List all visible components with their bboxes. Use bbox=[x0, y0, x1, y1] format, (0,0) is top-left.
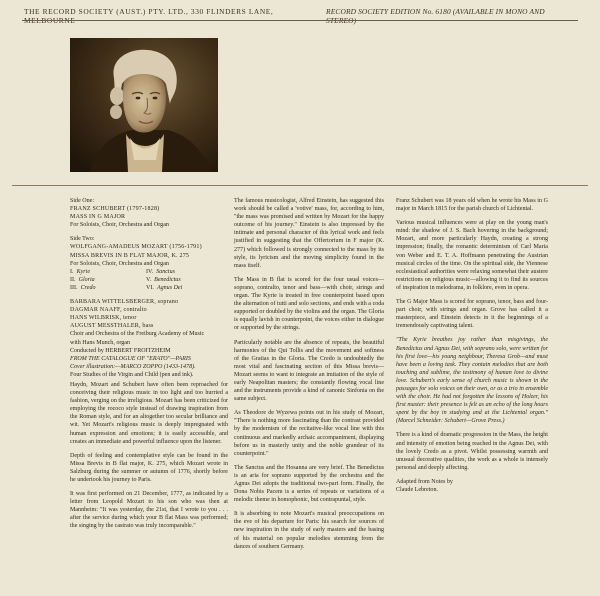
cover-credit-detail: Four Studies of the Virgin and Child (pen and ink). bbox=[70, 371, 194, 378]
section-divider bbox=[12, 185, 588, 186]
side-one-label: Side One: bbox=[70, 198, 95, 204]
performers-block bbox=[70, 298, 228, 379]
column-2 bbox=[234, 197, 384, 557]
side-two-label: Side Two: bbox=[70, 236, 95, 243]
body-paragraph: The Mass in B flat is scored for the four usual voices—soprano, contralto, tenor and bass—with choir, strings and organ. The Kyrie is treated in free counterpoint based upon the alternation of tutti and solo sections, and ends with a coda supported or doubled by the violins and the organ. The Gloria is equally lavish in counterpoint, the voices either in dialogue or supported by the strings. bbox=[234, 276, 384, 332]
body-paragraph: The G Major Mass is scored for soprano, tenor, bass and four-part choir, with strings and organ. Grove has called it a masterpiece, and Einstein detects in it the beginnings of a tremendously captivating talent. bbox=[396, 299, 548, 330]
side-two-work: MISSA BREVIS IN B FLAT MAJOR, K. 275 bbox=[70, 252, 190, 259]
header-strip bbox=[24, 7, 576, 25]
body-paragraph: Haydn, Mozart and Schubert have often been reproached for conceiving their religious music in too light and too hurried a fashion, verging on the irreligious. Mozart has been criticized for employing the rococo style instead of drawing inspiration from the Roman style, and for an altogether too secular brilliance and wit. Yet Mozart's religious music is deeply impregnated with human expression and emotions; it is easily accessible, and creates an immediate and powerful influence upon the listener. bbox=[70, 381, 228, 445]
body-paragraph: Various musical influences were at play on the young man's mind: the shadow of J. S. Bach hovering in the background; Mozart, and more particularly Haydn, creating a strong impression; finally, the romantic determinism of Carl Maria von Weber and E. T. A. Hoffmann penetrating the Austrian musical circles of the time. On the spiritual side, the Viennese ecclesiastical authorities were relaxing somewhat their austere restrictions on religious music—allowing it to find its sources of inspiration in melodrama, in folklore, even in opera. bbox=[396, 220, 548, 291]
performer-line: HANS WILBRISK, tenor bbox=[70, 315, 137, 322]
side-two-scoring: For Soloists, Choir, Orchestra and Organ bbox=[70, 260, 169, 267]
notes-credit-author: Claude Lebreton. bbox=[396, 487, 438, 493]
performer-line: DAGMAR NAAFF, contralto bbox=[70, 307, 147, 314]
body-paragraph: Particularly notable are the absence of repeats, the beautiful harmonies of the Qui Tollis and the movement and softness of the Gratias in the Gloria. The Credo is undoubtedly the most vital and fascinating section of this Missa brevis—Mozart seems to want to integrate an imitation of the style of early Neapolitan masters; the constantly flowing vocal line and the instruments provide a kind of canonic Sinfonia on the same subject. bbox=[234, 339, 384, 403]
side-two-block bbox=[70, 235, 228, 292]
body-paragraph: Depth of feeling and contemplative style can be found in the Missa Brevis in B flat major, K. 275, which Mozart wrote in Salzburg during the summer or autumn of 1776, shortly before he undertook his journey to Paris. bbox=[70, 452, 228, 483]
catalogue-credit: FROM THE CATALOGUE OF "ERATO"—PARIS bbox=[70, 355, 191, 362]
notes-credit-line: Adapted from Notes by bbox=[396, 478, 453, 485]
notes-credit bbox=[396, 478, 548, 494]
body-paragraph: The famous musicologist, Alfred Einstein, has suggested this work should be called a 'votive' mass, for, according to him, "the mass was promised and written by Mozart for the happy outcome of his journey." Einstein is also impressed by the intimate and personal character of this lyrical work and feels justified in suggesting that the Offertorium in F major (K. 277) which followed is strongly connected to the mass by its style, its lyricism and the moving simplicity found in the mass itself. bbox=[234, 198, 384, 269]
performer-line: Choir and Orchestra of the Freiburg Academy of Music bbox=[70, 331, 205, 338]
body-paragraph: There is a kind of dramatic progression in the Mass, the height and intensity of emotion being reached in the Agnus Dei, with the lovely Credo as a pivot. Whilst possessing warmth and unusual decorative qualities, the work as a whole is intensely personal and deeply affecting. bbox=[396, 432, 548, 471]
movement-item: IV. Sanctus bbox=[146, 268, 175, 275]
portrait-image bbox=[70, 38, 218, 172]
side-two-composer: WOLFGANG-AMADEUS MOZART (1756-1791) bbox=[70, 244, 202, 251]
header-divider bbox=[22, 20, 578, 21]
body-paragraph: As Theodore de Wyzewa points out in his study of Mozart, "There is nothing more fascinating than the contrast provided by the modernism of the recitative-like vocal line with this continuous and markedly archaic accompaniment, displaying before us in masterly unity and the noble grandeur of its counterpoint." bbox=[234, 410, 384, 457]
edition-number: RECORD SOCIETY EDITION No. 6180 (AVAILABLE IN MONO AND bbox=[326, 7, 545, 16]
column-3 bbox=[396, 197, 548, 500]
column-1 bbox=[70, 197, 228, 537]
side-one-block bbox=[70, 197, 228, 229]
side-one-scoring: For Soloists, Choir, Orchestra and Organ bbox=[70, 222, 169, 229]
performer-line: BARBARA WITTELSBERGER, soprano bbox=[70, 299, 179, 306]
body-paragraph: The Sanctus and the Hosanna are very brief. The Benedictus is an aria for soprano supported by the orchestra and the Agnus Dei adopts the traditional two-part form. Finally, the Dona Nobis Pacem is a series of repeats or variations of a melodic theme in homophonic, but contrapuntal, style. bbox=[234, 464, 384, 504]
movement-list bbox=[70, 268, 228, 292]
body-paragraph: Franz Schubert was 18 years old when he wrote his Mass in G major in March 1815 for the parish church of Lichtental. bbox=[396, 198, 548, 213]
body-paragraph: It is absorbing to note Mozart's musical preoccupations on the eve of his departure for Paris: his search for sources of new inspiration in the study of early masters and the basing of his material on popular melodies stemming from the dances of southern Germany. bbox=[234, 511, 384, 550]
quotation-paragraph: "The Kyrie breathes joy rather than misgivings, the Benedictus and Agnus Dei, with soprano solo, were written for his first love—his young neighbour, Theresa Grob—and must have been a loving task. They contain melodies that are both touching and sublime, the testimony of human love to divine love. Schubert's early sense of church music is shown in the passages for solo voices on their own, or as a trio in ensemble with the choir. He had not forgotten the lessons of Holzer, his first master: their presence is felt as an echo of the long hours spent by the boy in studying and at the Lichtental organ." (Marcel Schneider: Schubert—Grove Press.) bbox=[396, 337, 549, 425]
body-paragraph: It was first performed on 21 December, 1777, as indicated by a letter from Leopold Mozart to his son who was then at Mannheim: "It was yesterday, the 21st, that I wrote to you . . . after the service during which your B flat Mass was performed; the singing by the castrato was truly incomparable." bbox=[70, 491, 228, 530]
movement-item: III. Credo bbox=[70, 284, 96, 291]
performer-line: AUGUST MESSTHALER, bass bbox=[70, 323, 154, 330]
movement-item: II. Gloria bbox=[70, 276, 95, 283]
performer-line: Conducted by HERBERT FROITZHEIM bbox=[70, 347, 171, 354]
side-one-work: MASS IN G MAJOR bbox=[70, 214, 126, 221]
side-one-composer: FRANZ SCHUBERT (1797-1828) bbox=[70, 206, 160, 213]
movement-item: VI. Agnus Dei bbox=[146, 284, 183, 291]
mozart-portrait bbox=[70, 38, 218, 172]
performer-line: with Hans Munch, organ bbox=[70, 339, 131, 346]
movement-item: V. Benedictus bbox=[146, 276, 181, 283]
movement-item: I. Kyrie bbox=[70, 268, 90, 275]
society-address: THE RECORD SOCIETY (AUST.) PTY. LTD., 330 FLINDERS LANE, bbox=[24, 7, 274, 16]
cover-credit: Cover illustration:—MARCO ZOPPO (1433-1478). bbox=[70, 363, 196, 370]
